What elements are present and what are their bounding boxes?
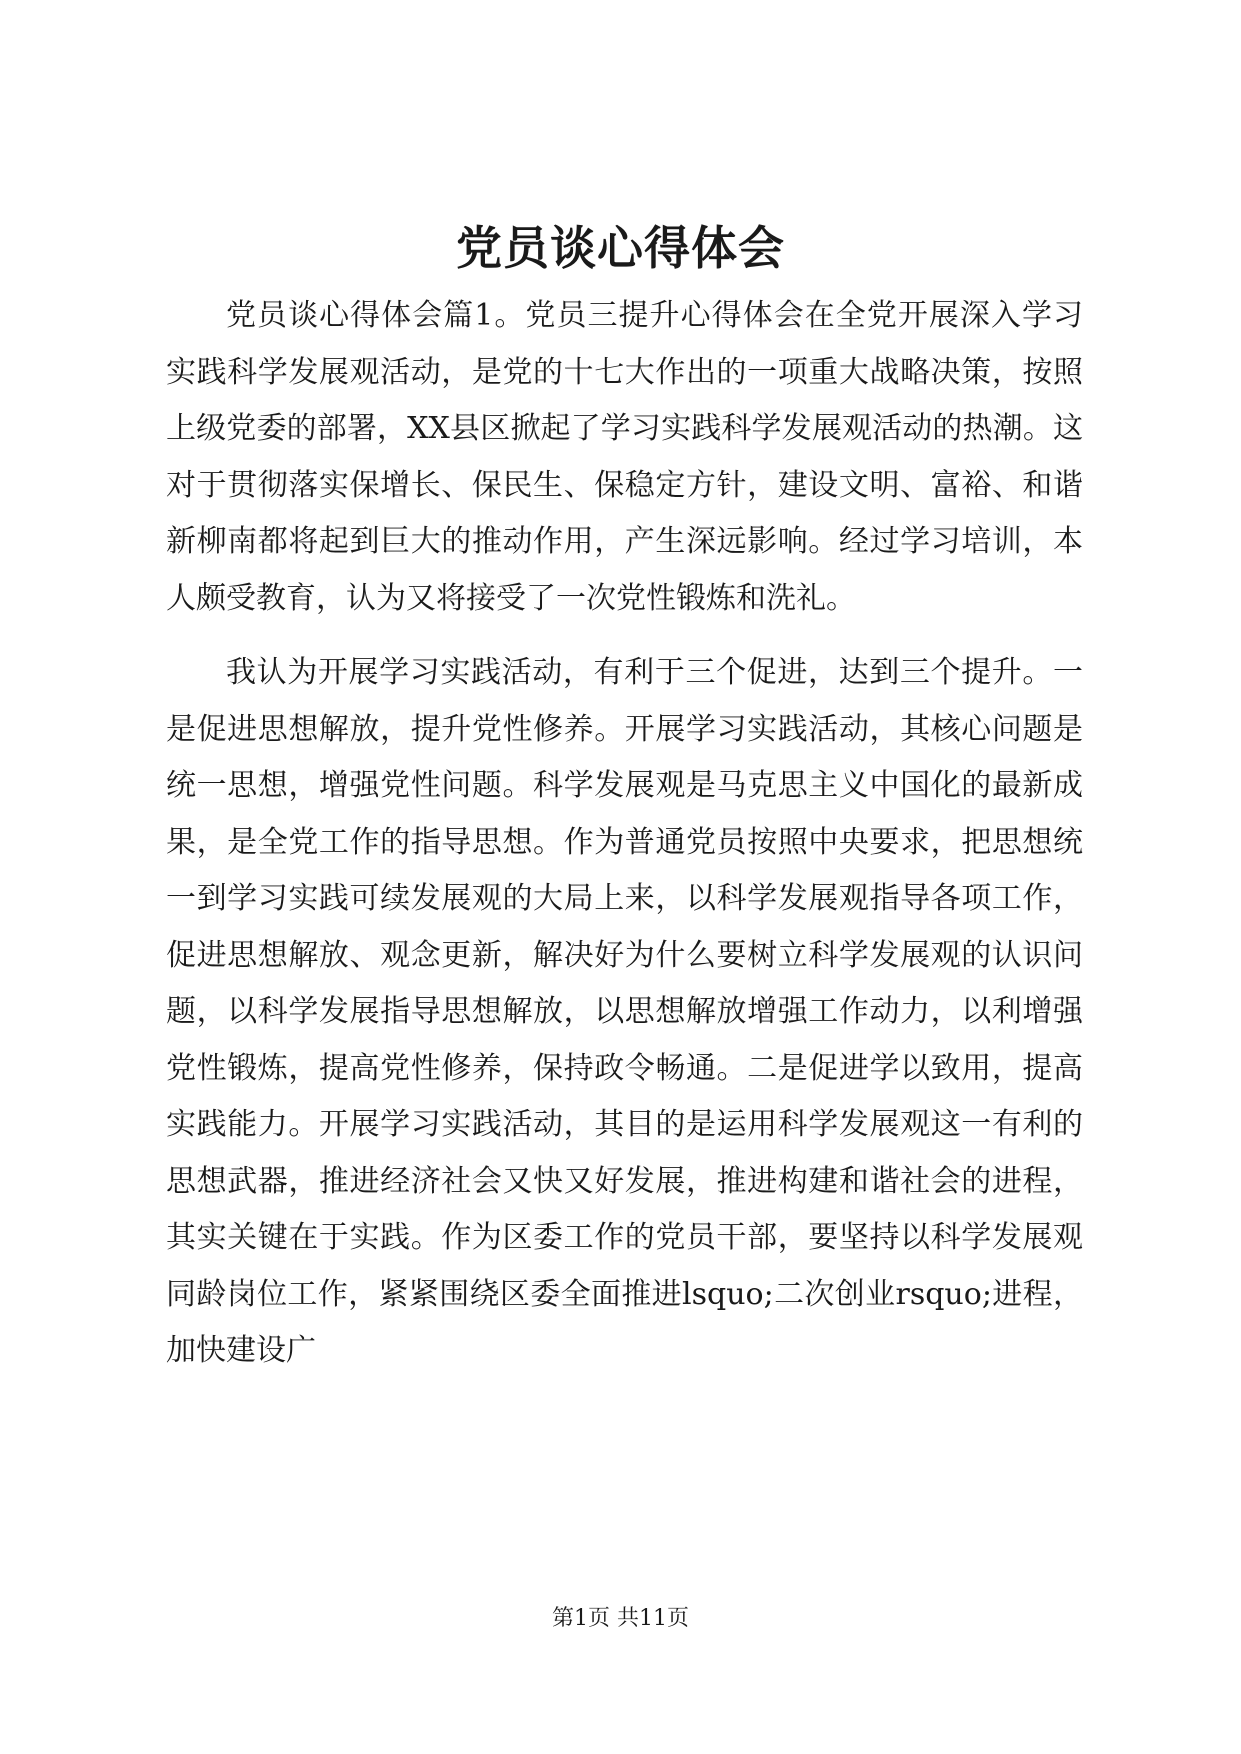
paragraph-2: 我认为开展学习实践活动，有利于三个促进，达到三个提升。一是促进思想解放，提升党性修养。开展学习实践活动，其核心问题是统一思想，增强党性问题。科学发展观是马克思主义中国化的最新成果，是全党工作的指导思想。作为普通党员按照中央要求，把思想统一到学习实践可续发展观的大局上来，以科学发展观指导各项工作，促进思想解放、观念更新，解决好为什么要树立科学发展观的认识问题，以科学发展指导思想解放，以思想解放增强工作动力，以利增强党性锻炼，提高党性修养，保持政令畅通。二是促进学以致用，提高实践能力。开展学习实践活动，其目的是运用科学发展观这一有利的思想武器，推进经济社会又快又好发展，推进构建和谐社会的进程，其实关键在于实践。作为区委工作的党员干部，要坚持以科学发展观同龄岗位工作，紧紧围绕区委全面推进lsquo;二次创业rsquo;进程，加快建设广	[166, 655, 1083, 1368]
page-title: 党员谈心得体会	[456, 221, 785, 275]
page-number-footer: 第1页 共11页	[552, 1606, 689, 1631]
document-body	[166, 288, 1083, 1380]
paragraph-1: 党员谈心得体会篇1。党员三提升心得体会在全党开展深入学习实践科学发展观活动，是党的十七大作出的一项重大战略决策，按照上级党委的部署，XX县区掀起了学习实践科学发展观活动的热潮。这对于贯彻落实保增长、保民生、保稳定方针，建设文明、富裕、和谐新柳南都将起到巨大的推动作用，产生深远影响。经过学习培训，本人颇受教育，认为又将接受了一次党性锻炼和洗礼。	[166, 298, 1083, 616]
